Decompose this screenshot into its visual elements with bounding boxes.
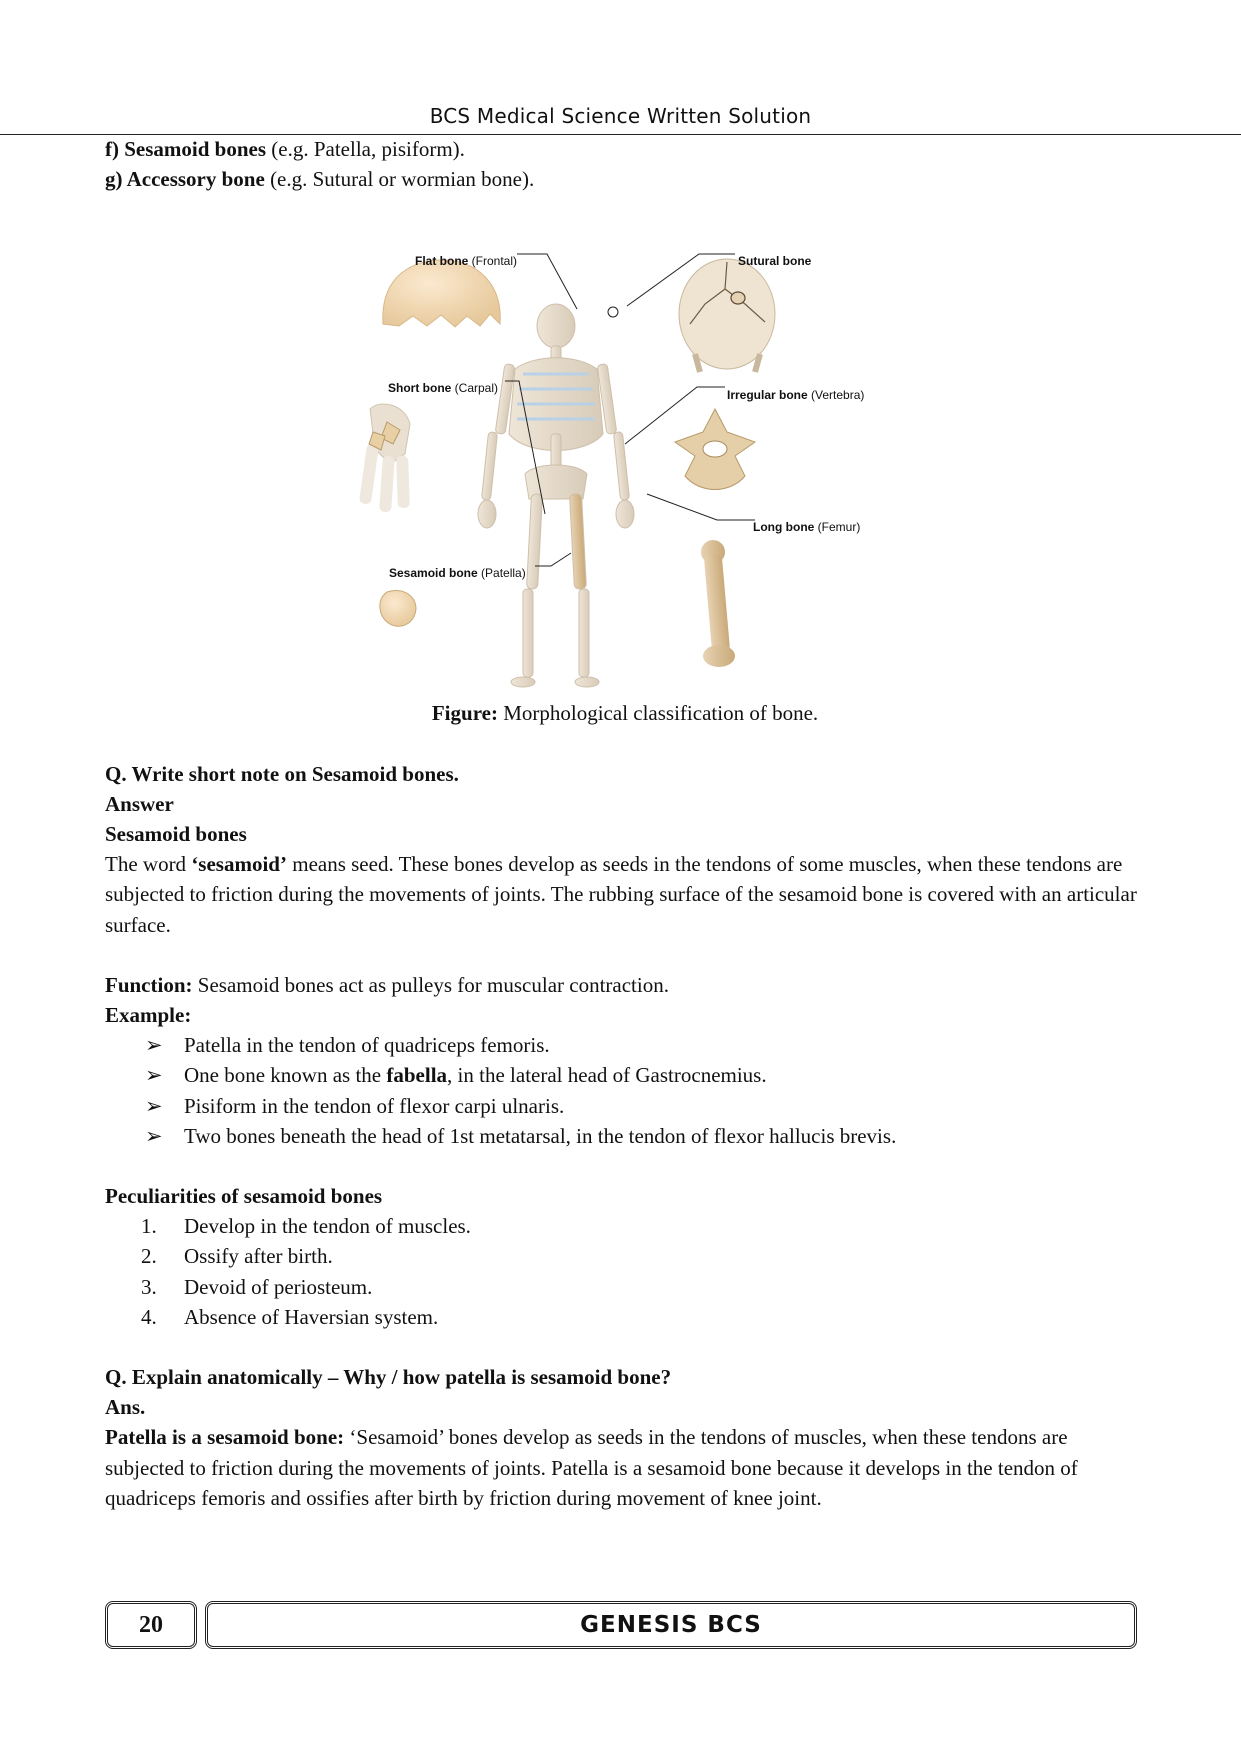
label-normal: (Vertebra) [807, 388, 865, 403]
label-normal: (Femur) [814, 520, 861, 535]
item-text: Absence of Haversian system. [184, 1304, 439, 1329]
bone-classification-figure [105, 194, 1145, 698]
example-label: Example: [105, 1003, 192, 1028]
list-item [141, 1211, 1145, 1241]
answer-label [105, 789, 1145, 819]
list-item [145, 1030, 1145, 1060]
page-number: 20 [105, 1601, 197, 1649]
label-bold: Flat bone [415, 254, 469, 269]
item-number: 3. [141, 1274, 157, 1299]
spacer [105, 729, 1145, 759]
label-normal: (Frontal) [468, 254, 518, 269]
caption-text: Morphological classification of bone. [497, 701, 819, 726]
item-text: Develop in the tendon of muscles. [184, 1214, 471, 1239]
short-bone-image [359, 404, 410, 512]
running-header: BCS Medical Science Written Solution [429, 104, 812, 128]
function-line [105, 970, 1145, 1000]
page-content [105, 134, 1145, 1513]
intro-text: (e.g. Sutural or wormian bone). [264, 167, 535, 192]
sesamoid-paragraph [105, 849, 1145, 940]
label-sesamoid-bone [389, 558, 526, 588]
arrow-bullet-icon: ➢ [145, 1123, 163, 1148]
label-normal: (Carpal) [451, 381, 499, 396]
function-label: Function: [105, 972, 193, 997]
label-sutural-bone [738, 246, 811, 276]
peculiarities-list [105, 1211, 1145, 1332]
label-bold: Sesamoid bone [389, 566, 478, 581]
intro-label: g) Accessory bone [105, 167, 265, 192]
irregular-bone-image [675, 409, 755, 490]
item-text: , in the lateral head of Gastrocnemius. [447, 1063, 767, 1088]
item-text: Devoid of periosteum. [184, 1274, 373, 1299]
arrow-bullet-icon: ➢ [145, 1093, 163, 1118]
list-item [145, 1121, 1145, 1151]
function-text: Sesamoid bones act as pulleys for muscular contraction. [192, 972, 669, 997]
item-number: 1. [141, 1214, 157, 1239]
label-bold: Short bone [388, 381, 452, 396]
list-item [141, 1241, 1145, 1271]
para-text: ‘Sesamoid’ bones develop as seeds in the tendons of muscles, when these tendons are subjected to friction during the movements of joints. Patella is a sesamoid bone because it develops in the tendon of quadriceps femoris and ossifies after birth by friction during movement of knee joint. [105, 1425, 1078, 1510]
question-1 [105, 759, 1145, 789]
label-bold: Sutural bone [738, 254, 812, 269]
label-bold: Long bone [753, 520, 815, 535]
intro-line-g [105, 164, 1145, 194]
item-text: Ossify after birth. [184, 1244, 333, 1269]
label-irregular-bone [727, 380, 864, 410]
spacer [105, 1151, 1145, 1181]
arrow-bullet-icon: ➢ [145, 1063, 163, 1088]
arrow-bullet-icon: ➢ [145, 1033, 163, 1058]
para-text: The word [105, 852, 192, 877]
answer-label [105, 1392, 1145, 1422]
peculiarities-heading [105, 1181, 1145, 1211]
label-flat-bone [415, 246, 517, 276]
para-bold: ‘sesamoid’ [191, 852, 287, 877]
list-item [145, 1091, 1145, 1121]
item-text: Patella in the tendon of quadriceps femoris. [184, 1033, 550, 1058]
item-text: One bone known as the [184, 1063, 387, 1088]
item-text: Two bones beneath the head of 1st metatarsal, in the tendon of flexor hallucis brevis. [184, 1123, 897, 1148]
para-bold: Patella is a sesamoid bone: [105, 1425, 345, 1450]
question-text: Q. Write short note on Sesamoid bones. [105, 761, 459, 786]
question-2 [105, 1362, 1145, 1392]
spacer [105, 1332, 1145, 1362]
section-heading [105, 819, 1145, 849]
patella-paragraph [105, 1422, 1145, 1513]
list-item [145, 1060, 1145, 1090]
answer-text: Answer [105, 791, 174, 816]
heading-text: Sesamoid bones [105, 822, 247, 847]
question-text: Q. Explain anatomically – Why / how patella is sesamoid bone? [105, 1365, 672, 1390]
para-text: means seed. These bones develop as seeds in the tendons of some muscles, when these tendons are subjected to friction during the movements of joints. The rubbing surface of the sesamoid bone is covered with an articular surface. [105, 852, 1137, 937]
long-bone-image [701, 540, 735, 667]
brand-name: GENESIS BCS [205, 1601, 1137, 1649]
answer-text: Ans. [105, 1395, 146, 1420]
spacer [105, 940, 1145, 970]
sesamoid-bone-image [380, 591, 416, 627]
label-short-bone [388, 373, 498, 403]
item-number: 2. [141, 1244, 157, 1269]
skeleton-illustration [105, 194, 1145, 698]
example-heading [105, 1000, 1145, 1030]
label-normal: (Patella) [477, 566, 526, 581]
item-number: 4. [141, 1304, 157, 1329]
page-footer [105, 1601, 1135, 1645]
skeleton-figure [478, 304, 634, 687]
label-long-bone [753, 512, 860, 542]
item-bold: fabella [386, 1063, 448, 1088]
intro-label: f) Sesamoid bones [105, 137, 267, 161]
list-item [141, 1302, 1145, 1332]
label-bold: Irregular bone [727, 388, 808, 403]
example-list [105, 1030, 1145, 1151]
heading-text: Peculiarities of sesamoid bones [105, 1184, 383, 1209]
caption-label: Figure: [431, 701, 498, 726]
intro-text: (e.g. Patella, pisiform). [266, 137, 465, 161]
intro-line-f [105, 134, 1145, 164]
figure-caption [105, 698, 1145, 728]
list-item [141, 1272, 1145, 1302]
item-text: Pisiform in the tendon of flexor carpi ulnaris. [184, 1093, 565, 1118]
